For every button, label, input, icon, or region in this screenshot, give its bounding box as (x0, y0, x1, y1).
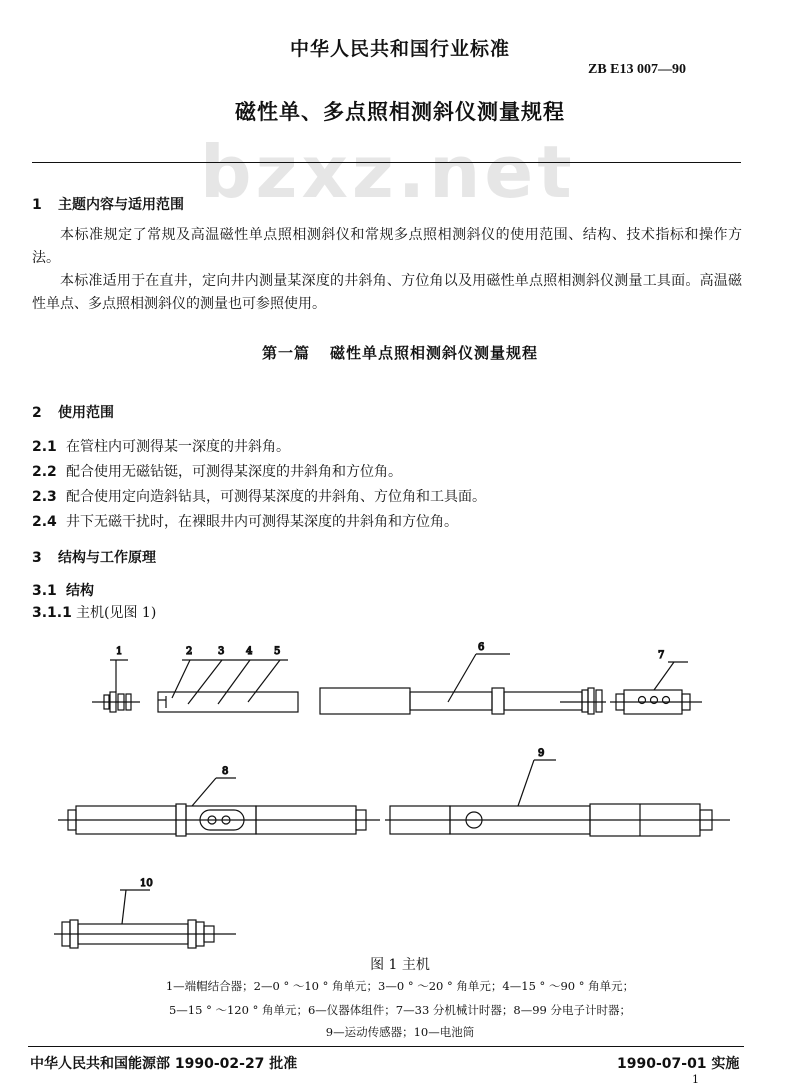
section-number: 3.1 (32, 583, 57, 599)
figure-label-5: 5 (274, 646, 281, 657)
list-item (32, 511, 458, 531)
section-1-paragraph-2: 本标准适用于在直井，定向井内测量某深度的井斜角、方位角以及用磁性单点照相测斜仪测量工具面。高温磁性单点、多点照相测斜仪的测量也可参照使用。 (32, 273, 742, 312)
implementation-date: 1990-07-01 实施 (617, 1056, 740, 1072)
figure-label-8: 8 (222, 766, 229, 777)
section-title: 结构与工作原理 (58, 550, 156, 566)
figure-label-1: 1 (116, 646, 123, 657)
section-number: 3 (32, 550, 42, 566)
section-1-paragraph-1: 本标准规定了常规及高温磁性单点照相测斜仪和常规多点照相测斜仪的使用范围、结构、技术指标和操作方法。 (32, 227, 742, 266)
item-number: 2.1 (32, 439, 57, 455)
page-number: 1 (692, 1073, 699, 1086)
figure-1-drawing (40, 640, 760, 955)
section-title: 结构 (66, 583, 94, 599)
part-label: 第一篇 (261, 344, 310, 362)
subsection-3-1-1-heading (32, 602, 156, 622)
section-3-heading (32, 547, 156, 567)
section-2-heading (32, 402, 114, 422)
item-text: 在管柱内可测得某一深度的井斜角。 (66, 439, 290, 455)
figure-label-10: 10 (140, 878, 153, 889)
footer-rule (28, 1046, 744, 1047)
subsection-3-1-heading (32, 580, 94, 600)
figure-label-4: 4 (246, 646, 253, 657)
part-title: 磁性单点照相测斜仪测量规程 (330, 344, 539, 362)
item-number: 2.2 (32, 464, 57, 480)
figure-legend-line-2: 5—15 ° ～120 ° 角单元；6—仪器体组件；7—33 分机械计时器；8—99 分电子计时器； (168, 1003, 632, 1017)
figure-legend-line-1: 1—端帽结合器；2—0 ° ～10 ° 角单元；3—0 ° ～20 ° 角单元；4—15 ° ～90 ° 角单元； (165, 979, 635, 993)
standard-code: ZB E13 007—90 (588, 62, 687, 77)
section-1-heading (32, 194, 184, 214)
watermark: bzxz.net (200, 130, 576, 214)
section-title: 主机(见图 1) (76, 605, 157, 621)
item-text: 配合使用无磁钻铤，可测得某深度的井斜角和方位角。 (66, 464, 402, 480)
figure-label-3: 3 (218, 646, 225, 657)
figure-label-9: 9 (538, 748, 545, 759)
section-number: 1 (32, 197, 42, 213)
approval-statement: 中华人民共和国能源部 1990-02-27 批准 (30, 1056, 298, 1072)
component-2-5-angle-unit (158, 660, 298, 712)
component-8-electronic-timer (58, 778, 380, 836)
section-title: 主题内容与适用范围 (58, 197, 184, 213)
figure-label-2: 2 (186, 646, 193, 657)
figure-label-6: 6 (478, 642, 485, 653)
section-number: 3.1.1 (32, 605, 72, 621)
header-organization: 中华人民共和国行业标准 (289, 38, 510, 60)
item-text: 井下无磁干扰时，在裸眼井内可测得某深度的井斜角和方位角。 (66, 514, 458, 530)
section-number: 2 (32, 405, 42, 421)
component-7-mechanical-timer (610, 662, 702, 714)
figure-1-caption: 图 1 主机 (370, 957, 430, 973)
component-10-battery-barrel (54, 890, 236, 948)
list-item (32, 486, 486, 506)
figure-legend-line-3: 9—运动传感器；10—电池筒 (325, 1025, 475, 1039)
figure-label-7: 7 (658, 650, 665, 661)
document-title: 磁性单、多点照相测斜仪测量规程 (235, 100, 565, 124)
item-number: 2.4 (32, 514, 57, 530)
list-item (32, 436, 290, 456)
component-6-instrument-body (320, 654, 606, 714)
part-1-heading (0, 342, 800, 363)
list-item (32, 461, 402, 481)
component-9-motion-sensor (385, 760, 730, 836)
section-title: 使用范围 (58, 405, 114, 421)
component-1-end-cap (92, 660, 140, 712)
item-number: 2.3 (32, 489, 57, 505)
item-text: 配合使用定向造斜钻具，可测得某深度的井斜角、方位角和工具面。 (66, 489, 486, 505)
header-rule (32, 162, 741, 163)
